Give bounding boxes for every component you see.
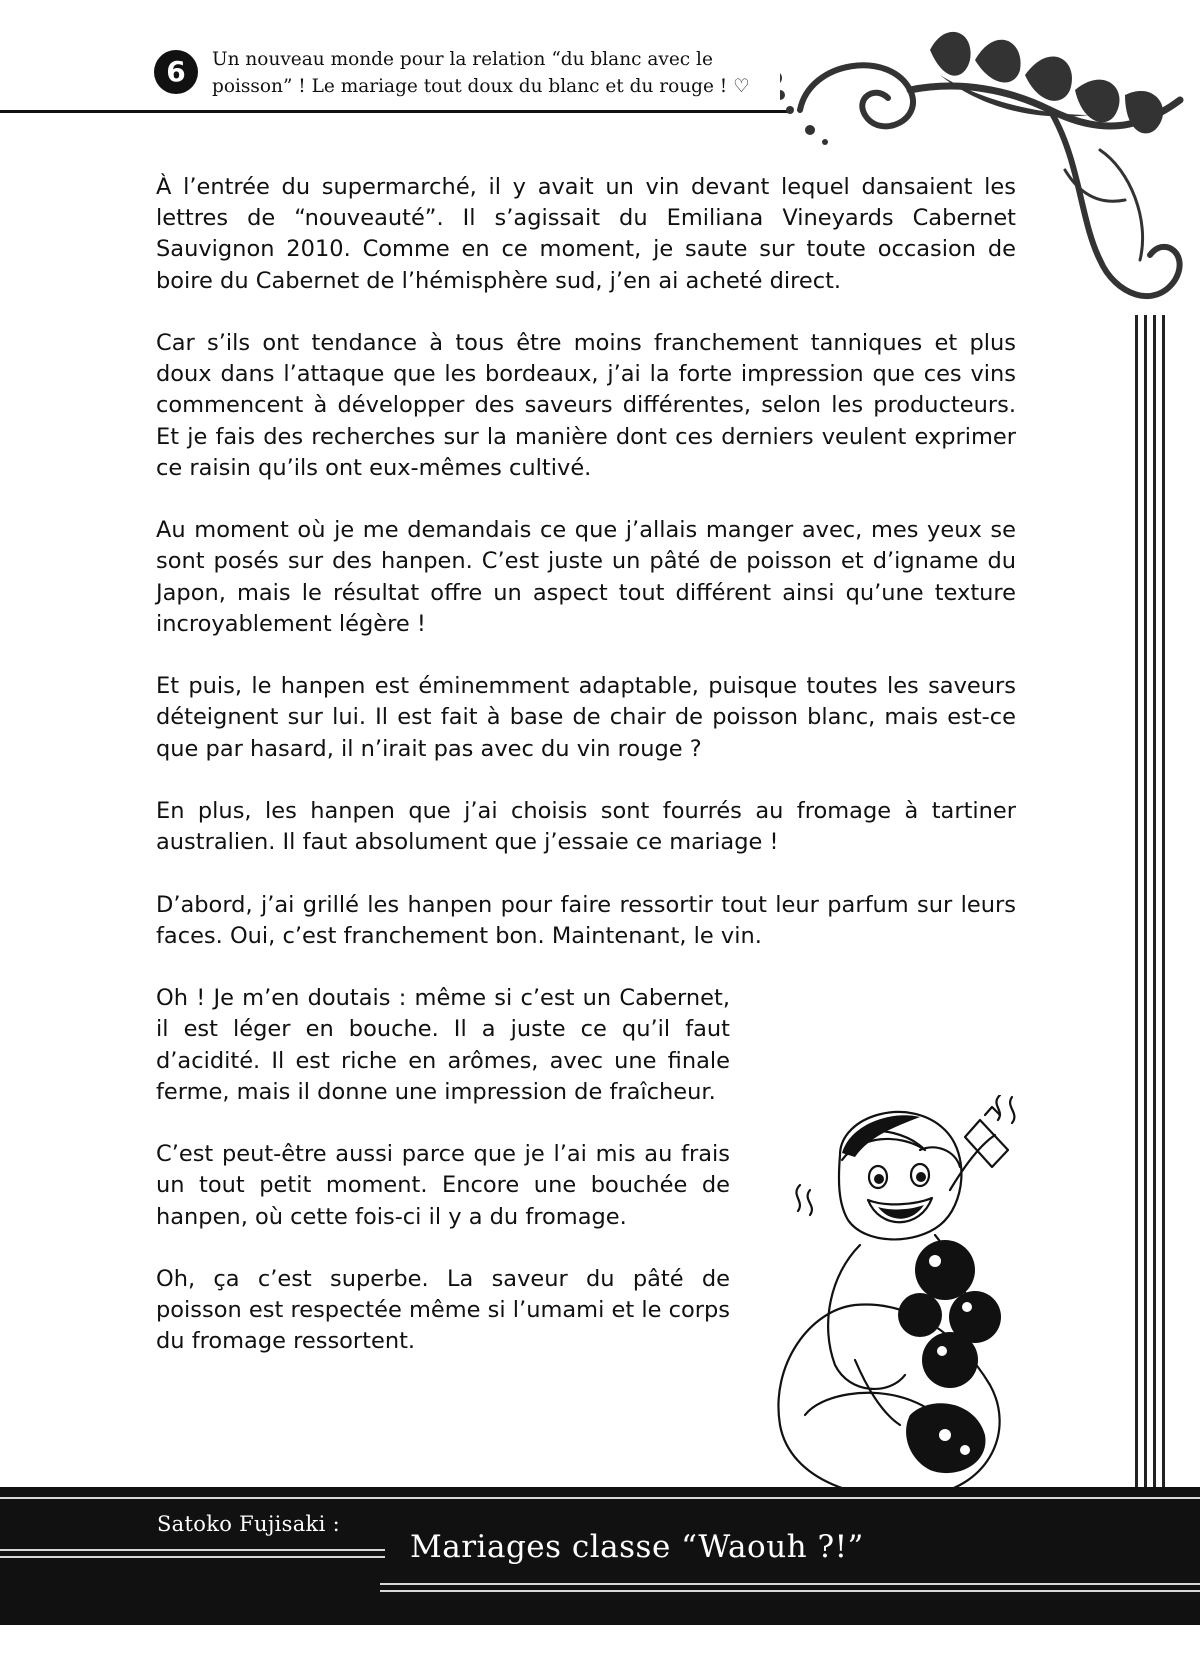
pillar-rule [1162, 315, 1165, 1490]
right-pillar-rules [1135, 315, 1180, 1490]
article-paragraph: Oh, ça c’est superbe. La saveur du pâté de poisson est respectée même si l’umami et le corps du fromage ressortent. [156, 1265, 730, 1355]
manga-illustration [760, 1095, 1080, 1505]
author-name: Satoko Fujisaki : [157, 1512, 340, 1536]
footer-rule [380, 1583, 1200, 1585]
footer-rule [0, 1556, 385, 1558]
article-paragraph: À l’entrée du supermarché, il y avait un vin devant lequel dansaient les lettres de “nouveauté”. Il s’agissait du Emiliana Vineyards Cabernet Sauvignon 2010. Comme en ce moment, je saute sur toute occasion de boire du Cabernet de l’hémisphère sud, j’en ai acheté direct. [156, 174, 1016, 294]
article-paragraph: Et puis, le hanpen est éminemment adaptable, puisque toutes les saveurs déteignent sur lui. Il est fait à base de chair de poisson blanc, mais est-ce que par hasard, il n’irait pas avec du vin rouge ? [156, 673, 1016, 762]
article-paragraph: En plus, les hanpen que j’ai choisis sont fourrés au fromage à tartiner australien. Il faut absolument que j’essaie ce mariage ! [156, 798, 1016, 856]
footer-rule [0, 1497, 1200, 1499]
chapter-title [212, 46, 792, 100]
pillar-rule [1144, 315, 1147, 1490]
article-paragraph: C’est peut-être aussi parce que je l’ai mis au frais un tout petit moment. Encore une bouchée de hanpen, où cette fois-ci il y a du fromage. [156, 1141, 730, 1230]
footer-rule [380, 1590, 1200, 1592]
footer-rule [0, 1549, 385, 1551]
chapter-title-line-1: Un nouveau monde pour la relation “du blanc avec le [212, 49, 713, 70]
article-paragraph: Car s’ils ont tendance à tous être moins franchement tanniques et plus doux dans l’attaque que les bordeaux, j’ai la forte impression que ces vins commencent à développer des saveurs différentes, selon les producteurs. Et je fais des recherches sur la manière dont ces derniers veulent exprimer ce raisin qu’ils ont eux-mêmes cultivé. [156, 330, 1016, 481]
series-title: Mariages classe “Waouh ?!” [410, 1529, 864, 1565]
article-paragraph: D’abord, j’ai grillé les hanpen pour faire ressortir tout leur parfum sur leurs faces. Oui, c’est franchement bon. Maintenant, le vin. [156, 891, 1016, 949]
header-rule [0, 110, 790, 113]
article-paragraph: Oh ! Je m’en doutais : même si c’est un Cabernet, il est léger en bouche. Il a juste ce qu’il faut d’acidité. Il est riche en arômes, avec une finale ferme, mais il donne une impression de fraîcheur. [156, 985, 730, 1105]
pillar-rule [1153, 315, 1156, 1490]
pillar-rule [1135, 315, 1138, 1490]
article-paragraph: Au moment où je me demandais ce que j’allais manger avec, mes yeux se sont posés sur des hanpen. C’est juste un pâté de poisson et d’igname du Japon, mais le résultat offre un aspect tout différent ainsi qu’une texture incroyablement légère ! [156, 517, 1016, 637]
chapter-title-line-2: poisson” ! Le mariage tout doux du blanc et du rouge ! ♡ [212, 76, 750, 97]
footer-band [0, 1487, 1200, 1625]
chapter-number-badge: 6 [154, 50, 198, 94]
